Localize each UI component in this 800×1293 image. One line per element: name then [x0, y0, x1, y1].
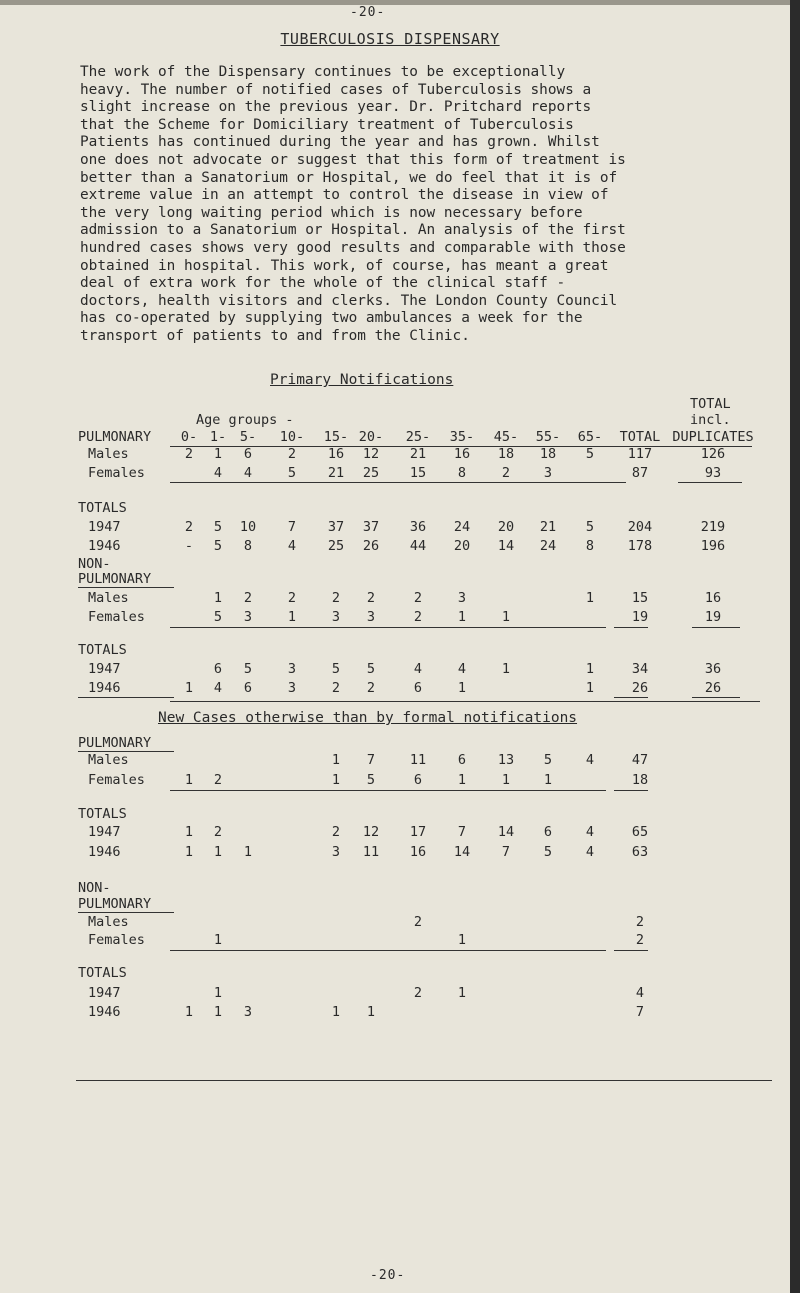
totals-label: TOTALS — [78, 965, 127, 981]
totals-label: TOTALS — [78, 806, 127, 822]
table-cell: 5 — [585, 446, 595, 462]
table-cell: 1 — [457, 680, 467, 696]
table-cell: 14 — [497, 824, 515, 840]
table-cell: 26 — [704, 680, 722, 696]
table-cell: 5 — [213, 519, 223, 535]
table-cell: 16 — [453, 446, 471, 462]
row-label: 1947 — [88, 824, 121, 840]
table-cell: 1 — [213, 446, 223, 462]
table-cell: 2 — [287, 446, 297, 462]
table-cell: 8 — [585, 538, 595, 554]
table-cell: 2 — [184, 446, 194, 462]
table-cell: 1 — [501, 609, 511, 625]
table-cell: 2 — [635, 914, 645, 930]
table-cell: 1 — [585, 590, 595, 606]
age-groups-label: Age groups - — [196, 412, 294, 428]
table-cell: 20 — [497, 519, 515, 535]
table-cell: 1 — [457, 932, 467, 948]
table-cell: 5 — [213, 609, 223, 625]
paragraph-line: extreme value in an attempt to control the disease in view of — [80, 187, 609, 204]
table-cell: 5 — [366, 661, 376, 677]
table-cell: 2 — [213, 824, 223, 840]
table-cell: 20 — [453, 538, 471, 554]
row-label: Females — [88, 609, 145, 625]
table-cell: 4 — [635, 985, 645, 1001]
table-cell: 2 — [413, 914, 423, 930]
table-cell: 3 — [243, 609, 253, 625]
table-cell: 8 — [457, 465, 467, 481]
table-cell: 3 — [287, 661, 297, 677]
table-title: Primary Notifications — [270, 372, 454, 388]
table-cell: 47 — [631, 752, 649, 768]
table-cell: 4 — [413, 661, 423, 677]
row-label: 1946 — [88, 538, 121, 554]
paragraph-line: has co-operated by supplying two ambulances a week for the — [80, 310, 583, 327]
table-cell: 6 — [213, 661, 223, 677]
table-cell: 3 — [543, 465, 553, 481]
table-cell: 2 — [501, 465, 511, 481]
table-cell: 19 — [631, 609, 649, 625]
table-rule — [78, 697, 174, 698]
section-underline — [78, 912, 174, 913]
table-cell: 1 — [213, 1004, 223, 1020]
row-label: 1946 — [88, 680, 121, 696]
section-label: PULMONARY — [78, 735, 152, 751]
table-cell: 4 — [585, 752, 595, 768]
table-rule — [170, 627, 606, 628]
table-cell: 37 — [327, 519, 345, 535]
table-cell: 8 — [243, 538, 253, 554]
table-cell: 36 — [704, 661, 722, 677]
row-label: 1946 — [88, 1004, 121, 1020]
table-cell: 1 — [287, 609, 297, 625]
table-cell: 25 — [362, 465, 380, 481]
table-cell: 65 — [631, 824, 649, 840]
table-cell: 1 — [184, 844, 194, 860]
table-cell: 1 — [331, 772, 341, 788]
table-cell: 44 — [409, 538, 427, 554]
table-cell: 21 — [409, 446, 427, 462]
totals-label: TOTALS — [78, 642, 127, 658]
column-header: 15- — [323, 429, 349, 445]
total-incl-line2: incl. — [690, 412, 731, 428]
table-cell: 2 — [413, 590, 423, 606]
table-cell: 2 — [331, 824, 341, 840]
table-cell: 63 — [631, 844, 649, 860]
table-cell: 3 — [366, 609, 376, 625]
body-paragraph — [80, 64, 780, 346]
table-cell: 11 — [409, 752, 427, 768]
paragraph-line: better than a Sanatorium or Hospital, we do feel that it is of — [80, 169, 618, 186]
section-label: NON- — [78, 556, 111, 572]
row-label: Females — [88, 772, 145, 788]
table-cell: 1 — [501, 661, 511, 677]
table-cell: 34 — [631, 661, 649, 677]
paragraph-line: slight increase on the previous year. Dr. Pritchard reports — [80, 99, 592, 116]
row-label: Males — [88, 446, 129, 462]
table-rule — [614, 950, 648, 951]
table-cell: 4 — [243, 465, 253, 481]
paragraph-line: that the Scheme for Domiciliary treatment of Tuberculosis — [80, 116, 574, 133]
row-label: 1947 — [88, 519, 121, 535]
paragraph-line: transport of patients to and from the Clinic. — [80, 327, 470, 344]
table-cell: 1 — [184, 680, 194, 696]
table-cell: 1 — [331, 1004, 341, 1020]
table-cell: 13 — [497, 752, 515, 768]
paragraph-line: deal of extra work for the whole of the clinical staff - — [80, 275, 566, 292]
table-cell: 196 — [700, 538, 726, 554]
table-cell: 1 — [457, 772, 467, 788]
table-cell: 18 — [631, 772, 649, 788]
section-label: NON- — [78, 880, 111, 896]
scan-edge — [790, 0, 800, 1293]
table-cell: 25 — [327, 538, 345, 554]
table-cell: 6 — [413, 772, 423, 788]
table-cell: 1 — [331, 752, 341, 768]
column-header: DUPLICATES — [672, 429, 754, 445]
table-cell: 19 — [704, 609, 722, 625]
paragraph-line: admission to a Sanatorium or Hospital. An analysis of the first — [80, 222, 626, 239]
table-cell: 1 — [213, 985, 223, 1001]
row-label: Females — [88, 465, 145, 481]
table-cell: 5 — [543, 844, 553, 860]
table-cell: 5 — [331, 661, 341, 677]
column-header: TOTAL — [619, 429, 661, 445]
table-cell: 3 — [331, 609, 341, 625]
table-cell: 2 — [413, 985, 423, 1001]
table-cell: 14 — [453, 844, 471, 860]
table-cell: 1 — [543, 772, 553, 788]
table-cell: 1 — [184, 772, 194, 788]
table-cell: 204 — [627, 519, 653, 535]
paragraph-line: heavy. The number of notified cases of Tuberculosis shows a — [80, 81, 592, 98]
table-cell: 10 — [239, 519, 257, 535]
table-cell: 7 — [457, 824, 467, 840]
table-cell: 24 — [539, 538, 557, 554]
table-cell: 6 — [243, 680, 253, 696]
table-cell: 117 — [627, 446, 653, 462]
table-rule — [678, 482, 742, 483]
table-cell: 6 — [543, 824, 553, 840]
table-cell: 2 — [287, 590, 297, 606]
table-cell: 2 — [331, 590, 341, 606]
table-cell: 6 — [243, 446, 253, 462]
table-cell: 5 — [543, 752, 553, 768]
table-cell: 4 — [213, 680, 223, 696]
table-cell: 26 — [631, 680, 649, 696]
table-rule — [614, 697, 648, 698]
table-cell: 5 — [243, 661, 253, 677]
row-label: 1946 — [88, 844, 121, 860]
table-cell: 11 — [362, 844, 380, 860]
table-cell: 2 — [635, 932, 645, 948]
bottom-rule — [76, 1080, 772, 1081]
column-header: 35- — [449, 429, 475, 445]
paragraph-line: the very long waiting period which is now necessary before — [80, 204, 583, 221]
table-cell: 2 — [184, 519, 194, 535]
table-cell: 7 — [366, 752, 376, 768]
table-cell: 2 — [243, 590, 253, 606]
table-rule — [692, 697, 740, 698]
table-cell: 2 — [331, 680, 341, 696]
table-cell: 1 — [213, 590, 223, 606]
table-cell: 4 — [585, 844, 595, 860]
row-label: Females — [88, 932, 145, 948]
table-cell: 1 — [457, 609, 467, 625]
page-title: TUBERCULOSIS DISPENSARY — [280, 30, 500, 48]
table-cell: 26 — [362, 538, 380, 554]
table-cell: 1 — [585, 680, 595, 696]
row-label: 1947 — [88, 661, 121, 677]
table-cell: 7 — [501, 844, 511, 860]
column-header: 55- — [535, 429, 561, 445]
paragraph-line: hundred cases shows very good results and comparable with those — [80, 239, 626, 256]
total-incl-line1: TOTAL — [690, 396, 731, 412]
table-cell: 16 — [704, 590, 722, 606]
table-cell: 1 — [243, 844, 253, 860]
new-cases-title: New Cases otherwise than by formal notifications — [158, 710, 578, 726]
table-cell: 5 — [213, 538, 223, 554]
table-cell: 6 — [413, 680, 423, 696]
table-cell: 1 — [366, 1004, 376, 1020]
table-cell: 2 — [413, 609, 423, 625]
table-cell: 5 — [585, 519, 595, 535]
table-cell: 14 — [497, 538, 515, 554]
table-cell: 87 — [631, 465, 649, 481]
table-cell: 21 — [327, 465, 345, 481]
table-cell: 1 — [585, 661, 595, 677]
table-cell: 37 — [362, 519, 380, 535]
table-cell: - — [184, 538, 194, 554]
table-cell: 15 — [409, 465, 427, 481]
table-cell: 7 — [635, 1004, 645, 1020]
table-cell: 5 — [287, 465, 297, 481]
table-cell: 126 — [700, 446, 726, 462]
table-cell: 3 — [331, 844, 341, 860]
table-rule — [170, 790, 606, 791]
section-label: PULMONARY — [78, 896, 152, 912]
table-cell: 4 — [287, 538, 297, 554]
table-cell: 24 — [453, 519, 471, 535]
table-cell: 16 — [327, 446, 345, 462]
column-header: 65- — [577, 429, 603, 445]
table-cell: 219 — [700, 519, 726, 535]
table-cell: 1 — [501, 772, 511, 788]
table-cell: 18 — [539, 446, 557, 462]
paragraph-line: obtained in hospital. This work, of course, has meant a great — [80, 257, 609, 274]
table-cell: 17 — [409, 824, 427, 840]
table-cell: 93 — [704, 465, 722, 481]
table-cell: 7 — [287, 519, 297, 535]
column-header: 5- — [239, 429, 257, 445]
row-label: Males — [88, 590, 129, 606]
paragraph-line: The work of the Dispensary continues to be exceptionally — [80, 64, 566, 80]
totals-label: TOTALS — [78, 500, 127, 516]
table-cell: 3 — [457, 590, 467, 606]
table-cell: 12 — [362, 824, 380, 840]
table-cell: 21 — [539, 519, 557, 535]
table-rule — [614, 627, 648, 628]
table-rule — [692, 627, 740, 628]
section-underline — [78, 587, 174, 588]
table-cell: 18 — [497, 446, 515, 462]
section-separator — [170, 701, 760, 702]
row-label: Males — [88, 914, 129, 930]
table-cell: 4 — [585, 824, 595, 840]
table-cell: 15 — [631, 590, 649, 606]
top-edge-line — [0, 0, 800, 5]
table-cell: 1 — [184, 1004, 194, 1020]
table-cell: 1 — [184, 824, 194, 840]
table-cell: 1 — [457, 985, 467, 1001]
column-header: 10- — [279, 429, 305, 445]
page-number-top: -20- — [350, 5, 386, 20]
table-cell: 3 — [287, 680, 297, 696]
column-header: 25- — [405, 429, 431, 445]
row-label: Males — [88, 752, 129, 768]
table-cell: 2 — [366, 680, 376, 696]
table-cell: 5 — [366, 772, 376, 788]
table-cell: 2 — [213, 772, 223, 788]
column-header: 45- — [493, 429, 519, 445]
table-cell: 4 — [213, 465, 223, 481]
section-label: PULMONARY — [78, 571, 152, 587]
table-cell: 16 — [409, 844, 427, 860]
column-header: 20- — [358, 429, 384, 445]
table-rule — [170, 482, 626, 483]
header-pulmonary: PULMONARY — [78, 429, 152, 445]
table-cell: 12 — [362, 446, 380, 462]
table-cell: 1 — [213, 932, 223, 948]
paragraph-line: one does not advocate or suggest that this form of treatment is — [80, 151, 626, 168]
table-rule — [614, 790, 648, 791]
table-rule — [170, 950, 606, 951]
table-cell: 36 — [409, 519, 427, 535]
paragraph-line: Patients has continued during the year and has grown. Whilst — [80, 134, 600, 151]
paragraph-line: doctors, health visitors and clerks. The London County Council — [80, 292, 618, 309]
row-label: 1947 — [88, 985, 121, 1001]
table-cell: 3 — [243, 1004, 253, 1020]
table-cell: 6 — [457, 752, 467, 768]
table-cell: 1 — [213, 844, 223, 860]
table-cell: 178 — [627, 538, 653, 554]
table-cell: 2 — [366, 590, 376, 606]
column-header: 0- — [180, 429, 198, 445]
page-number-bottom: -20- — [370, 1268, 406, 1283]
column-header: 1- — [209, 429, 227, 445]
table-cell: 4 — [457, 661, 467, 677]
